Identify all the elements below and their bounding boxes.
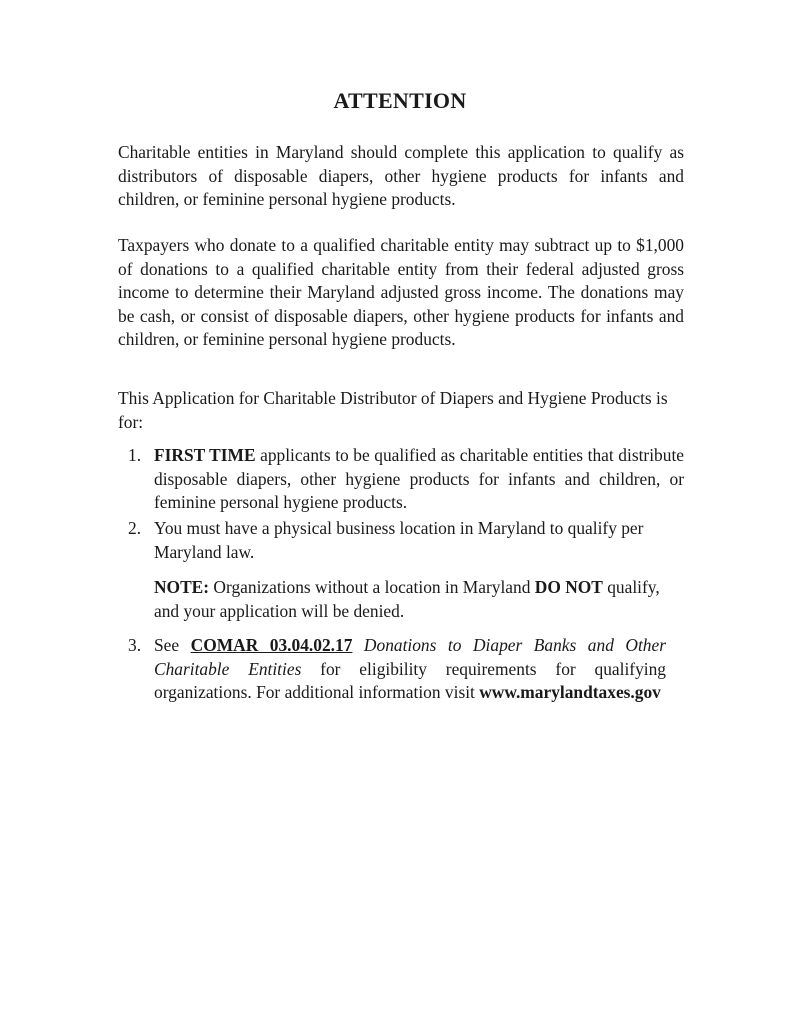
list-number: 2. [128, 518, 142, 538]
list-item-text: for eligibility requirements for qualifying organizations. For additional information visit [154, 658, 667, 702]
see-text: See [154, 635, 191, 655]
note-block [128, 576, 684, 624]
comar-link[interactable]: COMAR 03.04.02.17 [190, 635, 353, 655]
do-not-emphasis: DO NOT [534, 577, 603, 597]
list-item-first-time [128, 444, 684, 516]
list-item-text: applicants to be qualified as charitable entities that distribute disposable diapers, other hygiene products for infants and children, or feminine personal hygiene products. [154, 445, 684, 512]
note-body [154, 576, 684, 623]
list-number: 1. [128, 445, 142, 465]
list-item-text: You must have a physical business location in Maryland to qualify per Maryland law. [154, 518, 644, 562]
regulation-title: Donations to Diaper Banks and Other Charitable Entities [154, 635, 666, 679]
application-purpose-paragraph: This Application for Charitable Distributor of Diapers and Hygiene Products is for: [118, 388, 668, 432]
list-item-body [154, 634, 666, 705]
note-label: NOTE: [154, 577, 210, 597]
list-item-location [128, 517, 684, 565]
list-number: 3. [128, 635, 142, 655]
taxpayer-paragraph: Taxpayers who donate to a qualified charitable entity may subtract up to $1,000 of donations to a qualified charitable entity from their federal adjusted gross income to determine their Maryland adjusted gross income. The donations may be cash, or consist of disposable diapers, other hygiene products for infants and children, or feminine personal hygiene products. [118, 235, 684, 349]
page-title: ATTENTION [333, 88, 467, 113]
intro-paragraph: Charitable entities in Maryland should complete this application to qualify as distributors of disposable diapers, other hygiene products for infants and children, or feminine personal hygiene products. [118, 142, 684, 209]
note-text-end: qualify, and your application will be denied. [154, 577, 660, 621]
list-item-comar [128, 634, 666, 734]
list-item-body [154, 444, 684, 515]
note-text: Organizations without a location in Maryland [209, 577, 535, 597]
website-link[interactable]: www.marylandtaxes.gov [479, 682, 661, 702]
first-time-emphasis: FIRST TIME [154, 445, 256, 465]
